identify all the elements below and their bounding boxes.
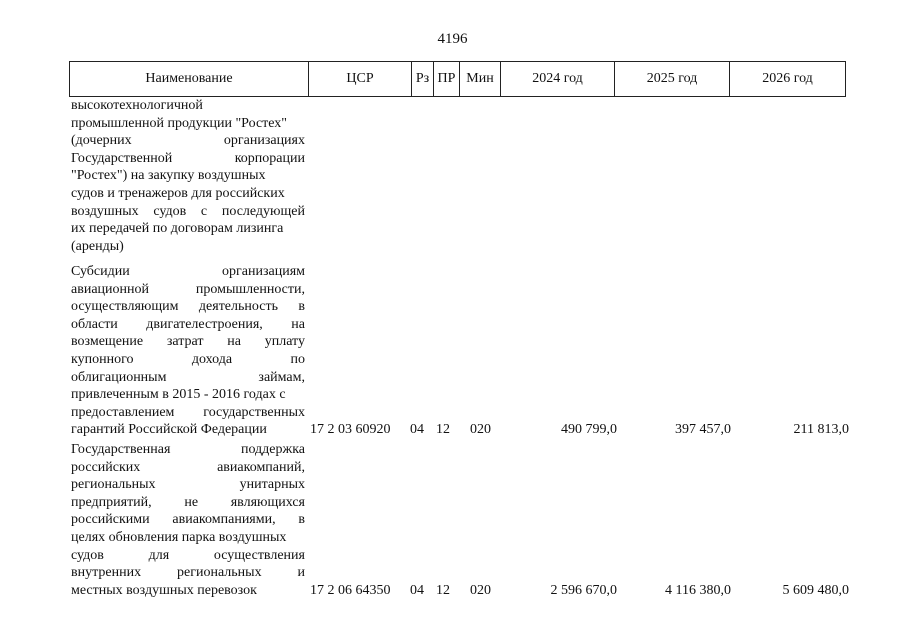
name-line: (аренды) bbox=[71, 238, 124, 254]
header-2026: 2026 год bbox=[730, 62, 846, 97]
row-name bbox=[71, 441, 305, 599]
header-pr: ПР bbox=[434, 62, 460, 97]
header-csr: ЦСР bbox=[309, 62, 412, 97]
cell-min: 020 bbox=[470, 422, 491, 438]
cell-csr: 17 2 06 64350 bbox=[310, 582, 391, 598]
name-line: купонного дохода по bbox=[71, 351, 305, 367]
name-line: их передачей по договорам лизинга bbox=[71, 221, 284, 237]
table-header bbox=[69, 61, 846, 97]
name-line: местных воздушных перевозок bbox=[71, 582, 257, 598]
cell-2026: 211 813,0 bbox=[793, 422, 849, 438]
header-name: Наименование bbox=[70, 62, 309, 97]
name-line: "Ростех") на закупку воздушных bbox=[71, 168, 266, 184]
name-line: региональных унитарных bbox=[71, 477, 305, 493]
header-2024: 2024 год bbox=[501, 62, 615, 97]
cell-pr: 12 bbox=[436, 422, 450, 438]
name-line: воздушных судов с последующей bbox=[71, 203, 305, 219]
name-line: российскими авиакомпаниями, в bbox=[71, 512, 305, 528]
name-line: облигационным займам, bbox=[71, 369, 305, 385]
name-line: осуществляющим деятельность в bbox=[71, 299, 305, 315]
name-line: внутренних региональных и bbox=[71, 565, 305, 581]
name-line: промышленной продукции "Ростех" bbox=[71, 115, 288, 131]
name-line: предоставлением государственных bbox=[71, 404, 305, 420]
cell-rz: 04 bbox=[410, 582, 424, 598]
name-line: российских авиакомпаний, bbox=[71, 459, 305, 475]
name-line: судов для осуществления bbox=[71, 547, 305, 563]
row-name bbox=[71, 263, 305, 439]
name-line: области двигателестроения, на bbox=[71, 316, 305, 332]
cell-2025: 397 457,0 bbox=[675, 422, 731, 438]
name-line: (дочерних организациях bbox=[71, 133, 305, 149]
header-2025: 2025 год bbox=[615, 62, 730, 97]
name-line: Субсидии организациям bbox=[71, 264, 305, 279]
cell-2026: 5 609 480,0 bbox=[782, 582, 849, 598]
row-name bbox=[71, 97, 305, 255]
cell-2024: 490 799,0 bbox=[561, 422, 617, 438]
name-line: предприятий, не являющихся bbox=[71, 494, 305, 510]
name-line: привлеченным в 2015 - 2016 годах с bbox=[71, 387, 286, 403]
header-min: Мин bbox=[460, 62, 501, 97]
name-line: гарантий Российской Федерации bbox=[71, 422, 267, 438]
cell-2025: 4 116 380,0 bbox=[665, 582, 731, 598]
cell-rz: 04 bbox=[410, 422, 424, 438]
page-number: 4196 bbox=[437, 31, 468, 47]
name-line: возмещение затрат на уплату bbox=[71, 334, 305, 350]
name-line: Государственная поддержка bbox=[71, 442, 305, 457]
name-line: Государственной корпорации bbox=[71, 150, 305, 166]
cell-csr: 17 2 03 60920 bbox=[310, 422, 391, 438]
cell-2024: 2 596 670,0 bbox=[550, 582, 617, 598]
name-line: судов и тренажеров для российских bbox=[71, 185, 285, 201]
name-line: целях обновления парка воздушных bbox=[71, 529, 287, 545]
name-line: авиационной промышленности, bbox=[71, 281, 305, 297]
header-rz: Рз bbox=[412, 62, 434, 97]
cell-min: 020 bbox=[470, 582, 491, 598]
cell-pr: 12 bbox=[436, 582, 450, 598]
name-line: высокотехнологичной bbox=[71, 98, 203, 113]
